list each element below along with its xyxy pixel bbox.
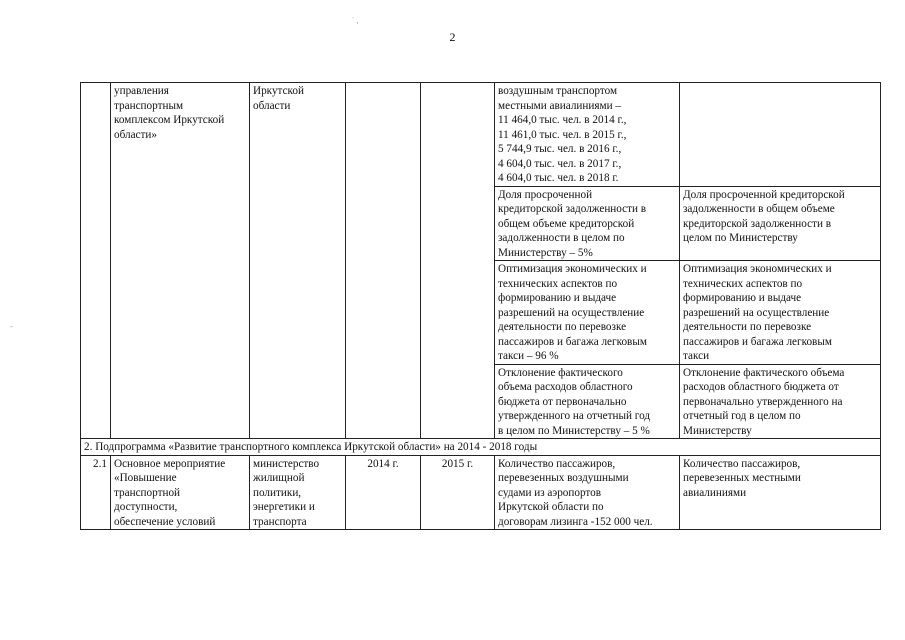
indicator-name-cell bbox=[680, 83, 881, 187]
end-year-cell bbox=[421, 83, 495, 439]
target-value-cell: Оптимизация экономических и технических аспектов по формированию и выдаче разрешений на осуществление деятельности по перевозке пассажиров и багажа легковым такси – 96 % bbox=[495, 261, 680, 365]
target-value-cell: Отклонение фактического объема расходов областного бюджета от первоначально утвержденного на отчетный год в целом по Министерству – 5 % bbox=[495, 364, 680, 439]
subprogram-header: 2. Подпрограмма «Развитие транспортного комплекса Иркутской области» на 2014 - 2018 годы bbox=[81, 439, 881, 456]
indicator-name-cell: Отклонение фактического объема расходов областного бюджета от первоначально утвержденного на отчетный год в целом по Министерству bbox=[680, 364, 881, 439]
page-number: 2 bbox=[449, 30, 456, 44]
target-value-cell: воздушным транспортом местными авиалиниями – 11 464,0 тыс. чел. в 2014 г., 11 461,0 тыс. чел. в 2015 г., 5 744,9 тыс. чел. в 2016 г., 4 604,0 тыс. чел. в 2017 г., 4 604,0 тыс. чел. в 2018 г. bbox=[495, 83, 680, 187]
event-cell: управления транспортным комплексом Иркутской области» bbox=[111, 83, 250, 439]
table-row bbox=[81, 439, 881, 456]
row-number: 2.1 bbox=[81, 455, 111, 530]
executor-cell: министерство жилищной политики, энергетики и транспорта bbox=[250, 455, 346, 530]
number-cell bbox=[81, 83, 111, 439]
scan-speck: ˋ , bbox=[352, 16, 359, 25]
indicator-name-cell: Доля просроченной кредиторской задолженности в общем объеме кредиторской задолженности в целом по Министерству bbox=[680, 186, 881, 261]
start-year-cell bbox=[346, 83, 421, 439]
table-row bbox=[81, 455, 881, 530]
indicator-name-cell: Количество пассажиров, перевезенных местными авиалиниями bbox=[680, 455, 881, 530]
target-value-cell: Доля просроченной кредиторской задолженности в общем объеме кредиторской задолженности в целом по Министерству – 5% bbox=[495, 186, 680, 261]
end-year-cell: 2015 г. bbox=[421, 455, 495, 530]
indicators-table bbox=[80, 82, 881, 530]
table-row bbox=[81, 83, 881, 187]
target-value-cell: Количество пассажиров, перевезенных воздушными судами из аэропортов Иркутской области по договорам лизинга -152 000 чел. bbox=[495, 455, 680, 530]
start-year-cell: 2014 г. bbox=[346, 455, 421, 530]
executor-cell: Иркутской области bbox=[250, 83, 346, 439]
event-cell: Основное мероприятие «Повышение транспортной доступности, обеспечение условий bbox=[111, 455, 250, 530]
indicator-name-cell: Оптимизация экономических и технических аспектов по формированию и выдаче разрешений на осуществление деятельности по перевозке пассажиров и багажа легковым такси bbox=[680, 261, 881, 365]
scan-speck: - bbox=[10, 322, 13, 331]
